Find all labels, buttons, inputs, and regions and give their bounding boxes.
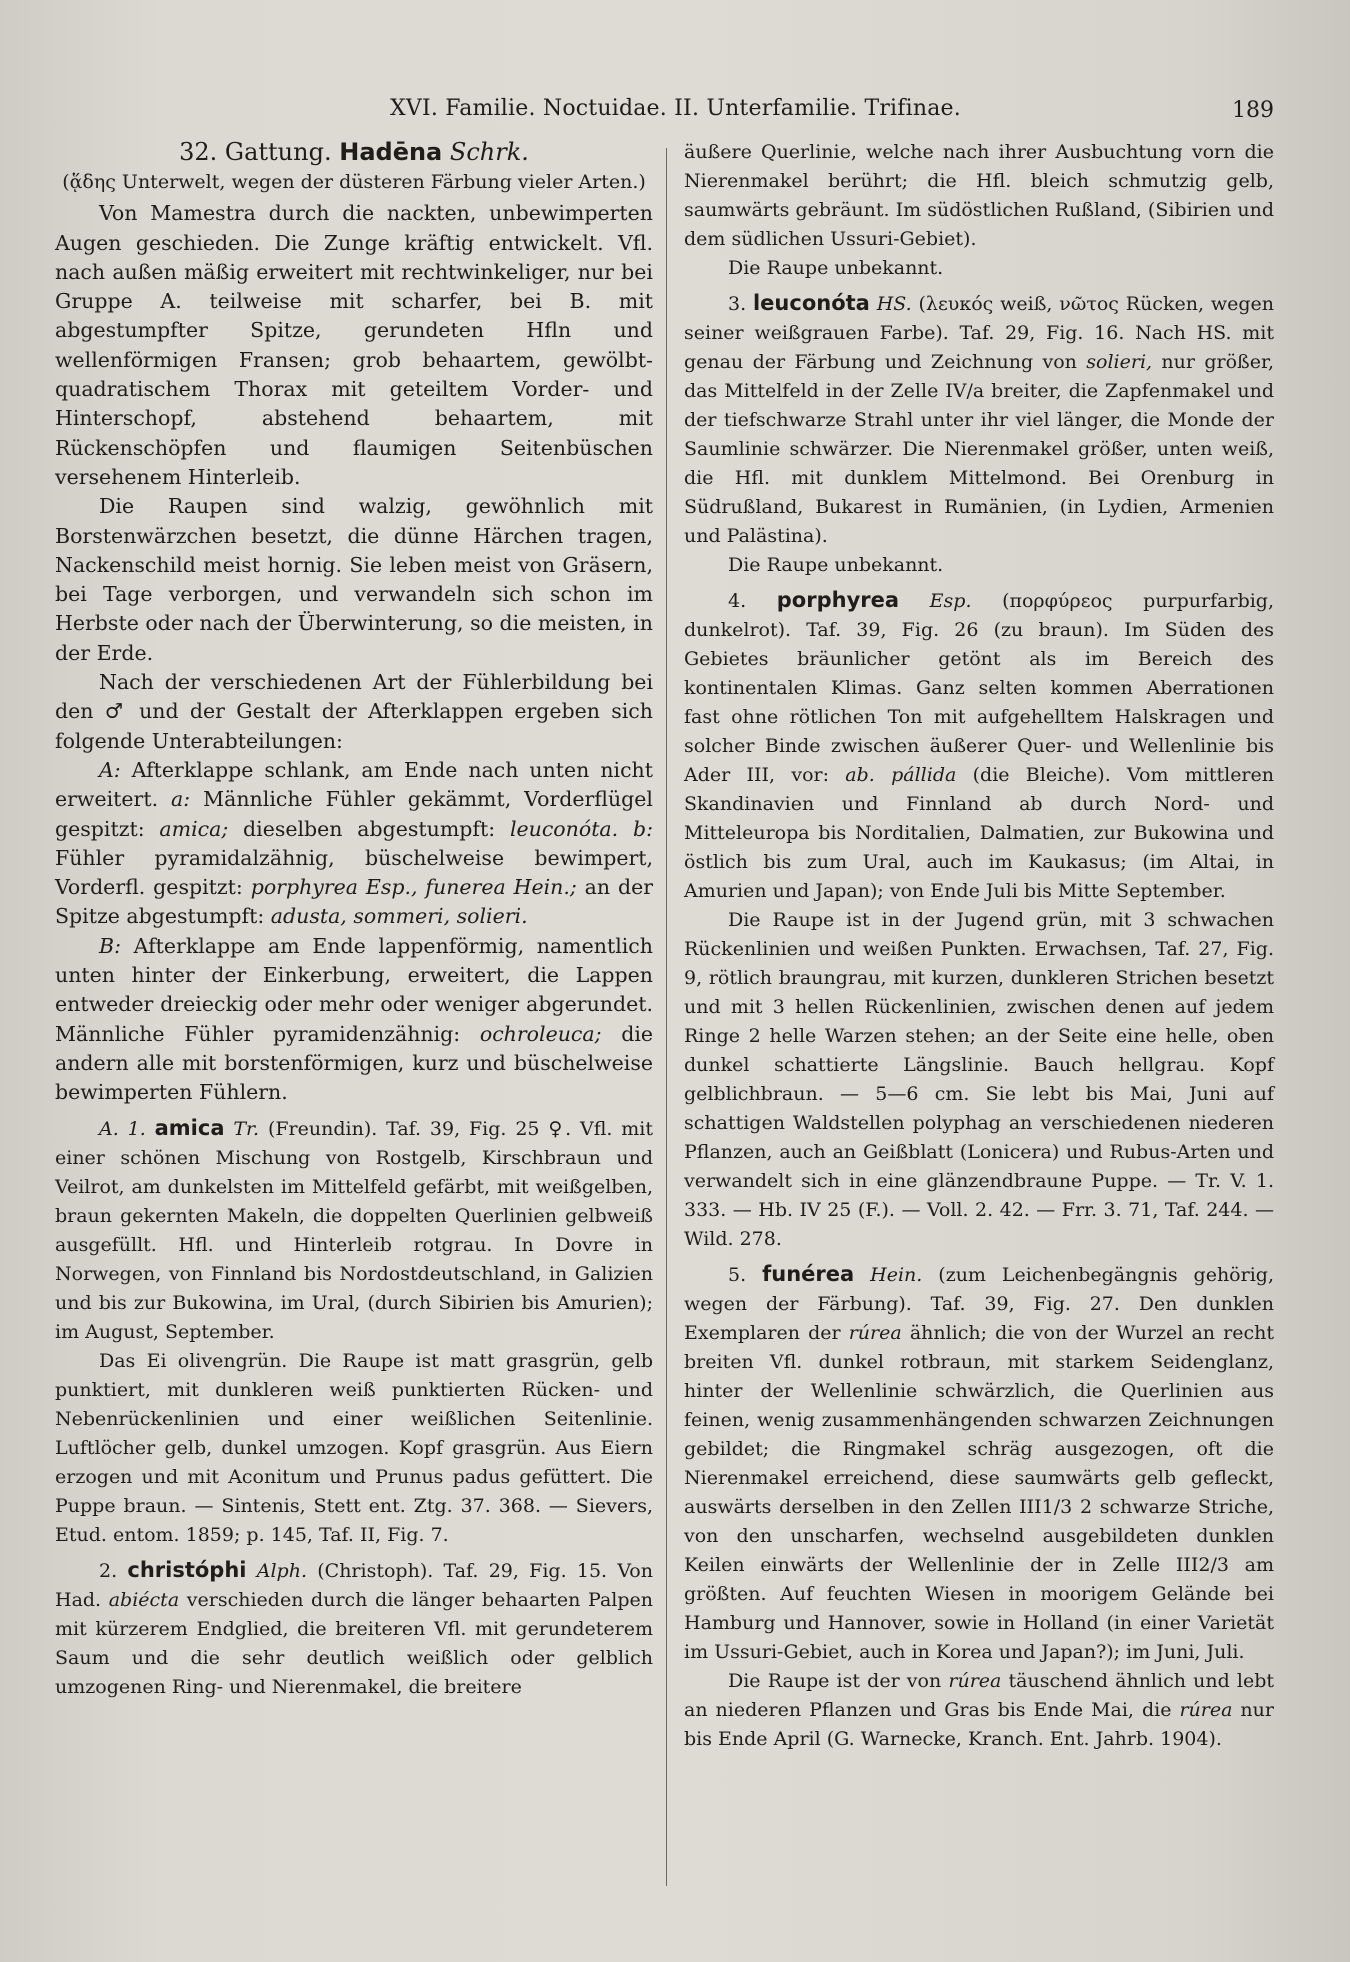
- species-ref: adusta, sommeri, solieri.: [270, 904, 528, 929]
- species-author: Tr.: [233, 1117, 260, 1140]
- species-number: A. 1.: [99, 1117, 146, 1140]
- text: nur bis Ende April (G. Warnecke, Kranch. Ent. Jahrb. 1904).: [684, 1699, 1274, 1750]
- species-ref: solieri,: [1086, 351, 1153, 373]
- species-ref: abiécta: [108, 1588, 180, 1611]
- genus-etymology: (ᾅδης Unterwelt, wegen der düsteren Färbung vieler Arten.): [62, 171, 646, 194]
- text: Männliche Fühler gekämmt, Vorderflügel gespitzt:: [55, 787, 653, 841]
- christophi-continued: äußere Querlinie, welche nach ihrer Ausbuchtung vorn die Nierenmakel berührt; die Hfl. bleich schmutzig gelb, saumwärts gebräunt. Im südöstlichen Rußland, (Sibirien und dem südlichen Ussuri-Gebiet).: [684, 141, 1274, 250]
- left-column: [55, 138, 653, 1702]
- subdivision-intro: Nach der verschiedenen Art der Fühlerbildung bei den ♂ und der Gestalt der Afterklappen ergeben sich folgende Unterabteilungen:: [55, 670, 653, 753]
- species-number: 5.: [728, 1264, 747, 1286]
- species-text: verschieden durch die länger behaarten Palpen mit kürzerem Endglied, die breiteren Vfl. mit gerundeterem Saum und die sehr deutlich weißlich oder gelblich umzogenen Ring- und Nierenmakel, die breitere: [55, 1588, 654, 1698]
- species-number: 3.: [728, 293, 747, 315]
- text: Fühler pyramidalzähnig, büschelweise bewimpert, Vorderfl. gespitzt:: [55, 845, 653, 900]
- genus-author: Schrk.: [449, 138, 529, 166]
- species-ref: rúrea: [848, 1322, 902, 1344]
- label-b-small: b:: [618, 816, 653, 841]
- species-entry-porphyrea: [684, 586, 1274, 906]
- species-name: christóphi: [127, 1557, 247, 1582]
- species-text: (λευκός weiß, νῶτος Rücken, wegen seiner weißgrauen Farbe). Taf. 29, Fig. 16. Nach HS. mit genau der Färbung und Zeichnung von: [684, 293, 1274, 373]
- species-name: amica: [154, 1115, 225, 1140]
- species-text: (Christoph). Taf. 29, Fig. 15. Von Had.: [55, 1559, 653, 1611]
- christophi-larva: Die Raupe unbekannt.: [728, 257, 944, 279]
- species-author: HS.: [876, 293, 912, 315]
- species-author: Esp.: [929, 590, 972, 612]
- species-text: ähnlich; die von der Wurzel an recht breiten Vfl. dunkel rotbraun, mit starkem Seidenglanz, hinter der Wellenlinie schwärzlich, die Querlinien aus feinen, wenig zusammenhängenden schwarzen Zeichnungen gebildet; die Ringmakel schräg ausgezogen, oft die Nierenmakel erreichend, diese saumwärts gelb gefleckt, auswärts derselben in den Zellen III1/3 2 schwarze Striche, von den unscharfen, wechselnd ausgebildeten dunklen Keilen einwärts der Wellenlinie der in Zelle III2/3 am größten. Auf feuchten Wiesen in moorigem Gelände bei Hamburg und Hannover, sowie in Holland (in einer Varietät im Ussuri-Gebiet, auch in Korea und Japan?); im Juni, Juli.: [684, 1322, 1274, 1663]
- species-ref: ochroleuca;: [479, 1021, 602, 1046]
- species-name: leuconóta: [752, 291, 870, 315]
- text: Afterklappe schlank, am Ende nach unten nicht erweitert.: [55, 757, 653, 812]
- subdivision-b: [55, 932, 653, 1108]
- species-ref: ab. pállida: [845, 764, 957, 786]
- species-text: (πορφύρεος purpurfarbig, dunkelrot). Taf. 39, Fig. 26 (zu braun). Im Süden des Gebietes bräunlicher getönt als im Bereich des kontinentalen Klimas. Ganz selten kommen Aberrationen fast ohne rötlichen Ton mit aufgehelltem Halskragen und solcher Binde zwischen äußerer Quer- und Wellenlinie bis Ader III, vor:: [684, 590, 1275, 786]
- right-column: [684, 138, 1274, 1754]
- species-text: (Freundin). Taf. 39, Fig. 25 ♀. Vfl. mit einer schönen Mischung von Rostgelb, Kirschbraun und Veilrot, am dunkelsten im Mittelfeld gefärbt, mit weißgelben, braun gekernten Makeln, die doppelten Querlinien gelbweiß ausgefüllt. Hfl. und Hinterleib rotgrau. In Dovre in Norwegen, von Finnland bis Nordostdeutschland, in Galizien und bis zur Bukowina, im Ural, (durch Sibirien bis Amurien); im August, September.: [55, 1117, 653, 1343]
- species-author: Hein.: [870, 1264, 923, 1286]
- text: an der Spitze abgestumpft:: [55, 875, 653, 929]
- funerea-larva: [684, 1667, 1274, 1754]
- species-name: porphyrea: [776, 588, 900, 612]
- text: Die Raupe ist der von: [728, 1670, 949, 1692]
- text: dieselben abgestumpft:: [228, 816, 510, 841]
- label-a-small: a:: [171, 787, 191, 812]
- subdivision-a: [55, 756, 653, 932]
- larvae-description: Die Raupen sind walzig, gewöhnlich mit Borstenwärzchen besetzt, die dünne Härchen tragen, Nackenschild meist hornig. Sie leben meist von Gräsern, bei Tage verborgen, und verwandeln sich schon im Herbste oder nach der Überwinterung, so die meisten, in der Erde.: [55, 494, 653, 665]
- species-ref: rúrea: [948, 1670, 1002, 1692]
- species-ref: leuconóta.: [509, 816, 619, 841]
- text: täuschend ähnlich und lebt an niederen Pflanzen und Gras bis Ende Mai, die: [684, 1670, 1275, 1721]
- species-ref: rúrea: [1179, 1699, 1233, 1721]
- species-entry-christophi: [55, 1556, 653, 1702]
- amica-larva: Das Ei olivengrün. Die Raupe ist matt grasgrün, gelb punktiert, mit dunkleren weiß punktierten Rücken- und Nebenrückenlinien und einer weißlichen Seitenlinie. Luftlöcher gelb, dunkel umzogen. Kopf grasgrün. Aus Eiern erzogen und mit Aconitum und Prunus padus gefüttert. Die Puppe braun. — Sintenis, Stett ent. Ztg. 37. 368. — Sievers, Etud. entom. 1859; p. 145, Taf. II, Fig. 7.: [55, 1349, 653, 1546]
- species-entry-leuconota: [684, 289, 1274, 551]
- genus-number: 32. Gattung.: [179, 138, 332, 166]
- genus-description: Von Mamestra durch die nackten, unbewimperten Augen geschieden. Die Zunge kräftig entwickelt. Vfl. nach außen mäßig erweitert mit rechtwinkeliger, nur bei Gruppe A. teilweise mit scharfer, bei B. mit abgestumpfter Spitze, gerundeten Hfln und wellenförmigen Fransen; grob behaartem, gewölbt-quadratischem Thorax mit geteiltem Vorder- und Hinterschopf, abstehend behaartem, mit Rückenschöpfen und flaumigen Seitenbüschen versehenem Hinterleib.: [55, 201, 653, 489]
- leuconota-larva: Die Raupe unbekannt.: [728, 554, 944, 576]
- text: die andern alle mit borstenförmigen, kurz und büschelweise bewimperten Fühlern.: [55, 1021, 654, 1105]
- species-author: Alph.: [256, 1559, 307, 1582]
- running-head: XVI. Familie. Noctuidae. II. Unterfamilie. Trifinae.: [390, 96, 961, 121]
- text: Afterklappe am Ende lappenförmig, namentlich unten hinter der Einkerbung, erweitert, die Lappen entweder dreieckig oder mehr oder weniger abgerundet. Männliche Fühler pyramidenzähnig:: [55, 933, 653, 1046]
- species-ref: amica;: [159, 816, 229, 841]
- species-text: nur größer, das Mittelfeld in der Zelle IV/a breiter, die Zapfenmakel und der tiefschwarze Strahl unter ihr viel länger, die Monde der Saumlinie schwärzer. Die Nierenmakel größer, unten weiß, die Hfl. mit dunklem Mittelmond. Bei Orenburg in Südrußland, Bukarest in Rumänien, (in Lydien, Armenien und Palästina).: [684, 351, 1275, 547]
- species-ref: porphyrea Esp., funerea Hein.;: [250, 875, 577, 900]
- label-a: A:: [99, 757, 121, 782]
- porphyrea-larva: Die Raupe ist in der Jugend grün, mit 3 schwachen Rückenlinien und weißen Punkten. Erwachsen, Taf. 27, Fig. 9, rötlich braungrau, mit kurzen, dunkleren Strichen besetzt und mit 3 hellen Rückenlinien, zwischen denen auf jedem Ringe 2 helle Warzen stehen; an der Seite eine helle, oben dunkel schattierte Längslinie. Bauch hellgrau. Kopf gelblichbraun. — 5—6 cm. Sie lebt bis Mai, Juni auf schattigen Waldstellen polyphag an verschiedenen niederen Pflanzen, auch an Geißblatt (Lonicera) und Rubus-Arten und verwandelt sich in eine glänzendbraune Puppe. — Tr. V. 1. 333. — Hb. IV 25 (F.). — Voll. 2. 42. — Frr. 3. 71, Taf. 244. — Wild. 278.: [684, 909, 1274, 1250]
- species-text: (die Bleiche). Vom mittleren Skandinavien und Finnland ab durch Nord- und Mitteleuropa bis Norditalien, Dalmatien, zur Bukowina und östlich bis zum Ural, auch im Kaukasus; (im Altai, in Amurien und Japan); von Ende Juli bis Mitte September.: [684, 764, 1274, 902]
- species-entry-funerea: [684, 1260, 1274, 1667]
- label-b: B:: [99, 933, 121, 958]
- species-number: 4.: [728, 590, 747, 612]
- species-name: funérea: [762, 1262, 855, 1286]
- species-entry-amica: [55, 1114, 653, 1347]
- species-text: (zum Leichenbegängnis gehörig, wegen der Färbung). Taf. 39, Fig. 27. Den dunklen Exemplaren der: [684, 1264, 1274, 1344]
- species-number: 2.: [99, 1559, 118, 1582]
- page-number: 189: [1232, 98, 1274, 123]
- column-divider: [666, 148, 667, 1886]
- genus-heading: [55, 138, 653, 167]
- genus-name: Hadēna: [339, 138, 443, 166]
